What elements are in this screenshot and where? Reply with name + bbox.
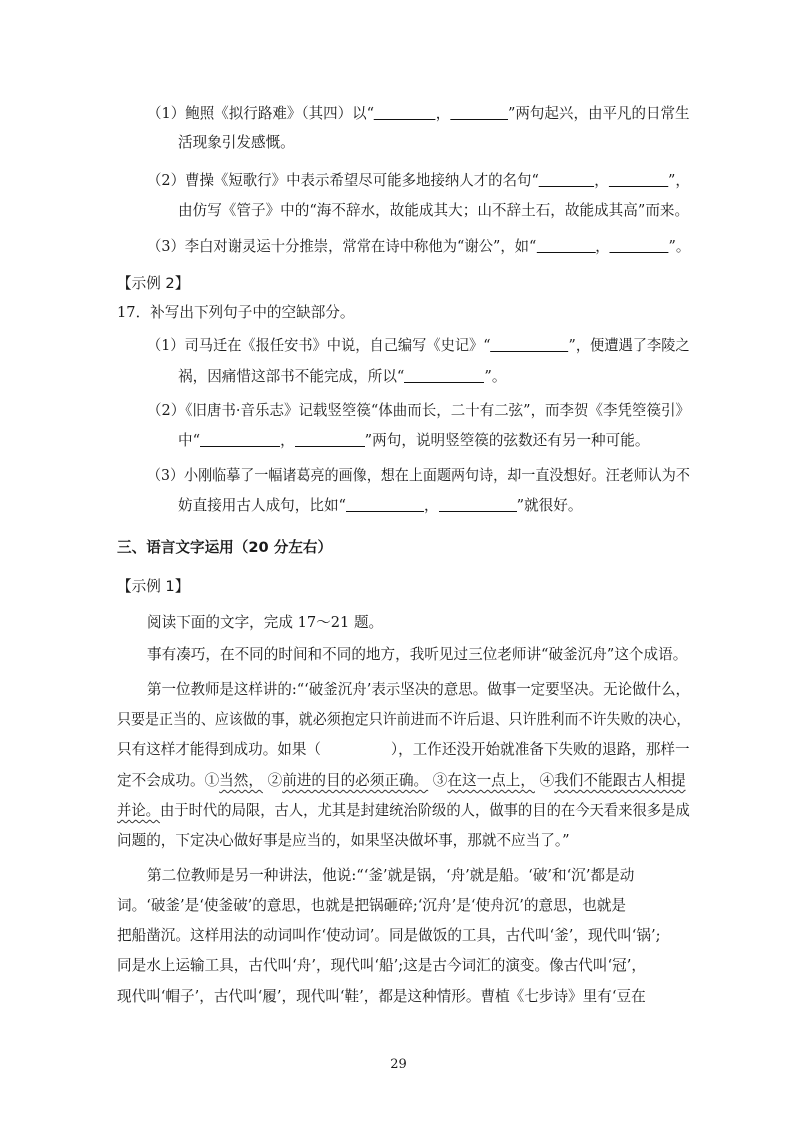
question-item-2 bbox=[147, 171, 690, 191]
question-text: ”，便遭遇了李陵之 bbox=[568, 337, 690, 354]
answer-blank[interactable] bbox=[539, 172, 594, 187]
example-label: 【示例 2】 bbox=[117, 275, 190, 292]
section-heading: 三、语言文字运用（20 分左右） bbox=[117, 539, 333, 556]
answer-blank[interactable] bbox=[439, 497, 517, 512]
passage-text: 定不会成功。① bbox=[117, 772, 220, 789]
question-text: ”。 bbox=[484, 368, 507, 385]
wavy-underlined-text: 前进的目的必须正确。 bbox=[282, 772, 429, 789]
question-text: 祸，因痛惜这部书不能完成，所以“ bbox=[178, 368, 405, 385]
passage-line: 现代叫‘帽子’，古代叫‘履’，现代叫‘鞋’，都是这种情形。曹植《七步诗》里有‘豆在 bbox=[117, 988, 646, 1005]
passage-line: 词。‘破釜’是‘使釜破’的意思，也就是把锅砸碎;‘沉舟’是‘使舟沉’的意思，也就是 bbox=[117, 897, 627, 914]
passage-text: ），工作还没开始就准备下失败的退路，那样一 bbox=[390, 741, 690, 758]
question-text: ， bbox=[595, 238, 610, 255]
page-number: 29 bbox=[390, 1057, 407, 1072]
answer-blank[interactable] bbox=[404, 368, 484, 383]
answer-blank[interactable] bbox=[295, 432, 365, 447]
answer-blank[interactable] bbox=[536, 238, 595, 253]
question-text: （1）鲍照《拟行路难》（其四）以“ bbox=[147, 105, 375, 122]
answer-blank[interactable] bbox=[450, 105, 508, 120]
example-label: 【示例 1】 bbox=[117, 578, 190, 595]
wavy-underlined-text: 我们不能跟古人相提 bbox=[554, 772, 686, 789]
question-text: 中“ bbox=[178, 432, 201, 449]
answer-blank[interactable] bbox=[200, 432, 280, 447]
wavy-underlined-text: 当然， bbox=[219, 772, 263, 789]
question-item-1-cont: 活现象引发感慨。 bbox=[178, 134, 295, 151]
passage-text: 由于时代的局限，古人，尤其是封建统治阶级的人，做事的目的在今天看来很多是成 bbox=[159, 802, 690, 819]
question-17-item-2-cont bbox=[178, 431, 649, 451]
passage-line: 只要是正当的、应该做的事，就必须抱定只许前进而不许后退、只许胜利而不许失败的决心， bbox=[117, 711, 691, 728]
question-17-title: 17．补写出下列句子中的空缺部分。 bbox=[117, 304, 355, 321]
passage-line: 问题的，下定决心做好事是应当的，如果坚决做坏事，那就不应当了。” bbox=[117, 832, 570, 849]
passage-line bbox=[117, 771, 686, 791]
passage-line bbox=[117, 801, 690, 821]
question-17-item-3: （3）小刚临摹了一幅诸葛亮的画像，想在上面题两句诗，却一直没想好。汪老师认为不 bbox=[147, 467, 690, 484]
question-17-item-1 bbox=[147, 336, 690, 356]
question-text: （3）李白对谢灵运十分推崇，常常在诗中称他为“谢公”，如“ bbox=[147, 238, 537, 255]
question-text: 妨直接用古人成句，比如“ bbox=[178, 497, 346, 514]
passage-text: 只有这样才能得到成功。如果（ bbox=[117, 741, 321, 758]
question-text: ”就很好。 bbox=[516, 497, 583, 514]
question-text: ， bbox=[594, 172, 609, 189]
question-text: ”。 bbox=[668, 238, 691, 255]
answer-blank[interactable] bbox=[491, 337, 569, 352]
wavy-underlined-text: 并论。 bbox=[117, 802, 160, 819]
question-item-2-cont: 由仿写《管子》中的“海不辞水，故能成其大；山不辞土石，故能成其高”而来。 bbox=[178, 202, 690, 219]
question-item-3 bbox=[147, 237, 690, 257]
wavy-underlined-text: 在这一点上， bbox=[447, 772, 535, 789]
question-text: ， bbox=[424, 497, 439, 514]
passage-line: 把船凿沉。这样用法的动词叫作‘使动词’。同是做饭的工具，古代叫‘釜’，现代叫‘锅’; bbox=[117, 927, 661, 944]
reading-instruction: 阅读下面的文字，完成 17～21 题。 bbox=[147, 614, 384, 631]
question-text: ”两句起兴，由平凡的日常生 bbox=[507, 105, 690, 122]
question-17-item-2: （2）《旧唐书·音乐志》记载竖箜篌“体曲而长，二十有二弦”，而李贺《李凭箜篌引》 bbox=[147, 402, 690, 419]
question-17-item-1-cont bbox=[178, 367, 506, 387]
question-17-item-3-cont bbox=[178, 496, 582, 516]
question-text: （2）曹操《短歌行》中表示希望尽可能多地接纳人才的名句“ bbox=[147, 172, 539, 189]
question-text: ”两句，说明竖箜篌的弦数还有另一种可能。 bbox=[364, 432, 650, 449]
question-text: （1）司马迁在《报任安书》中说，自己编写《史记》“ bbox=[147, 337, 491, 354]
question-text: ”， bbox=[668, 172, 690, 189]
question-text: ， bbox=[280, 432, 295, 449]
passage-text: ③ bbox=[428, 772, 448, 789]
question-text: ， bbox=[435, 105, 451, 122]
passage-line: 第一位教师是这样讲的:“‘破釜沉舟’表示坚决的意思。做事一定要坚决。无论做什么， bbox=[147, 681, 691, 698]
answer-blank[interactable] bbox=[610, 238, 669, 253]
answer-blank[interactable] bbox=[609, 172, 668, 187]
passage-text: ④ bbox=[534, 772, 555, 789]
passage-line: 同是水上运输工具，古代叫‘舟’，现代叫‘船’;这是古今词汇的演变。像古代叫‘冠’， bbox=[117, 957, 646, 974]
passage-line: 第二位教师是另一种讲法，他说:“‘釜’就是锅，‘舟’就是船。‘破’和‘沉’都是动 bbox=[147, 867, 635, 884]
answer-blank[interactable] bbox=[374, 105, 436, 120]
passage-line bbox=[117, 740, 690, 760]
passage-line: 事有凑巧，在不同的时间和不同的地方，我听见过三位老师讲“破釜沉舟”这个成语。 bbox=[147, 646, 688, 663]
question-item-1 bbox=[147, 104, 690, 124]
answer-blank[interactable] bbox=[346, 497, 424, 512]
passage-text: ② bbox=[262, 772, 283, 789]
